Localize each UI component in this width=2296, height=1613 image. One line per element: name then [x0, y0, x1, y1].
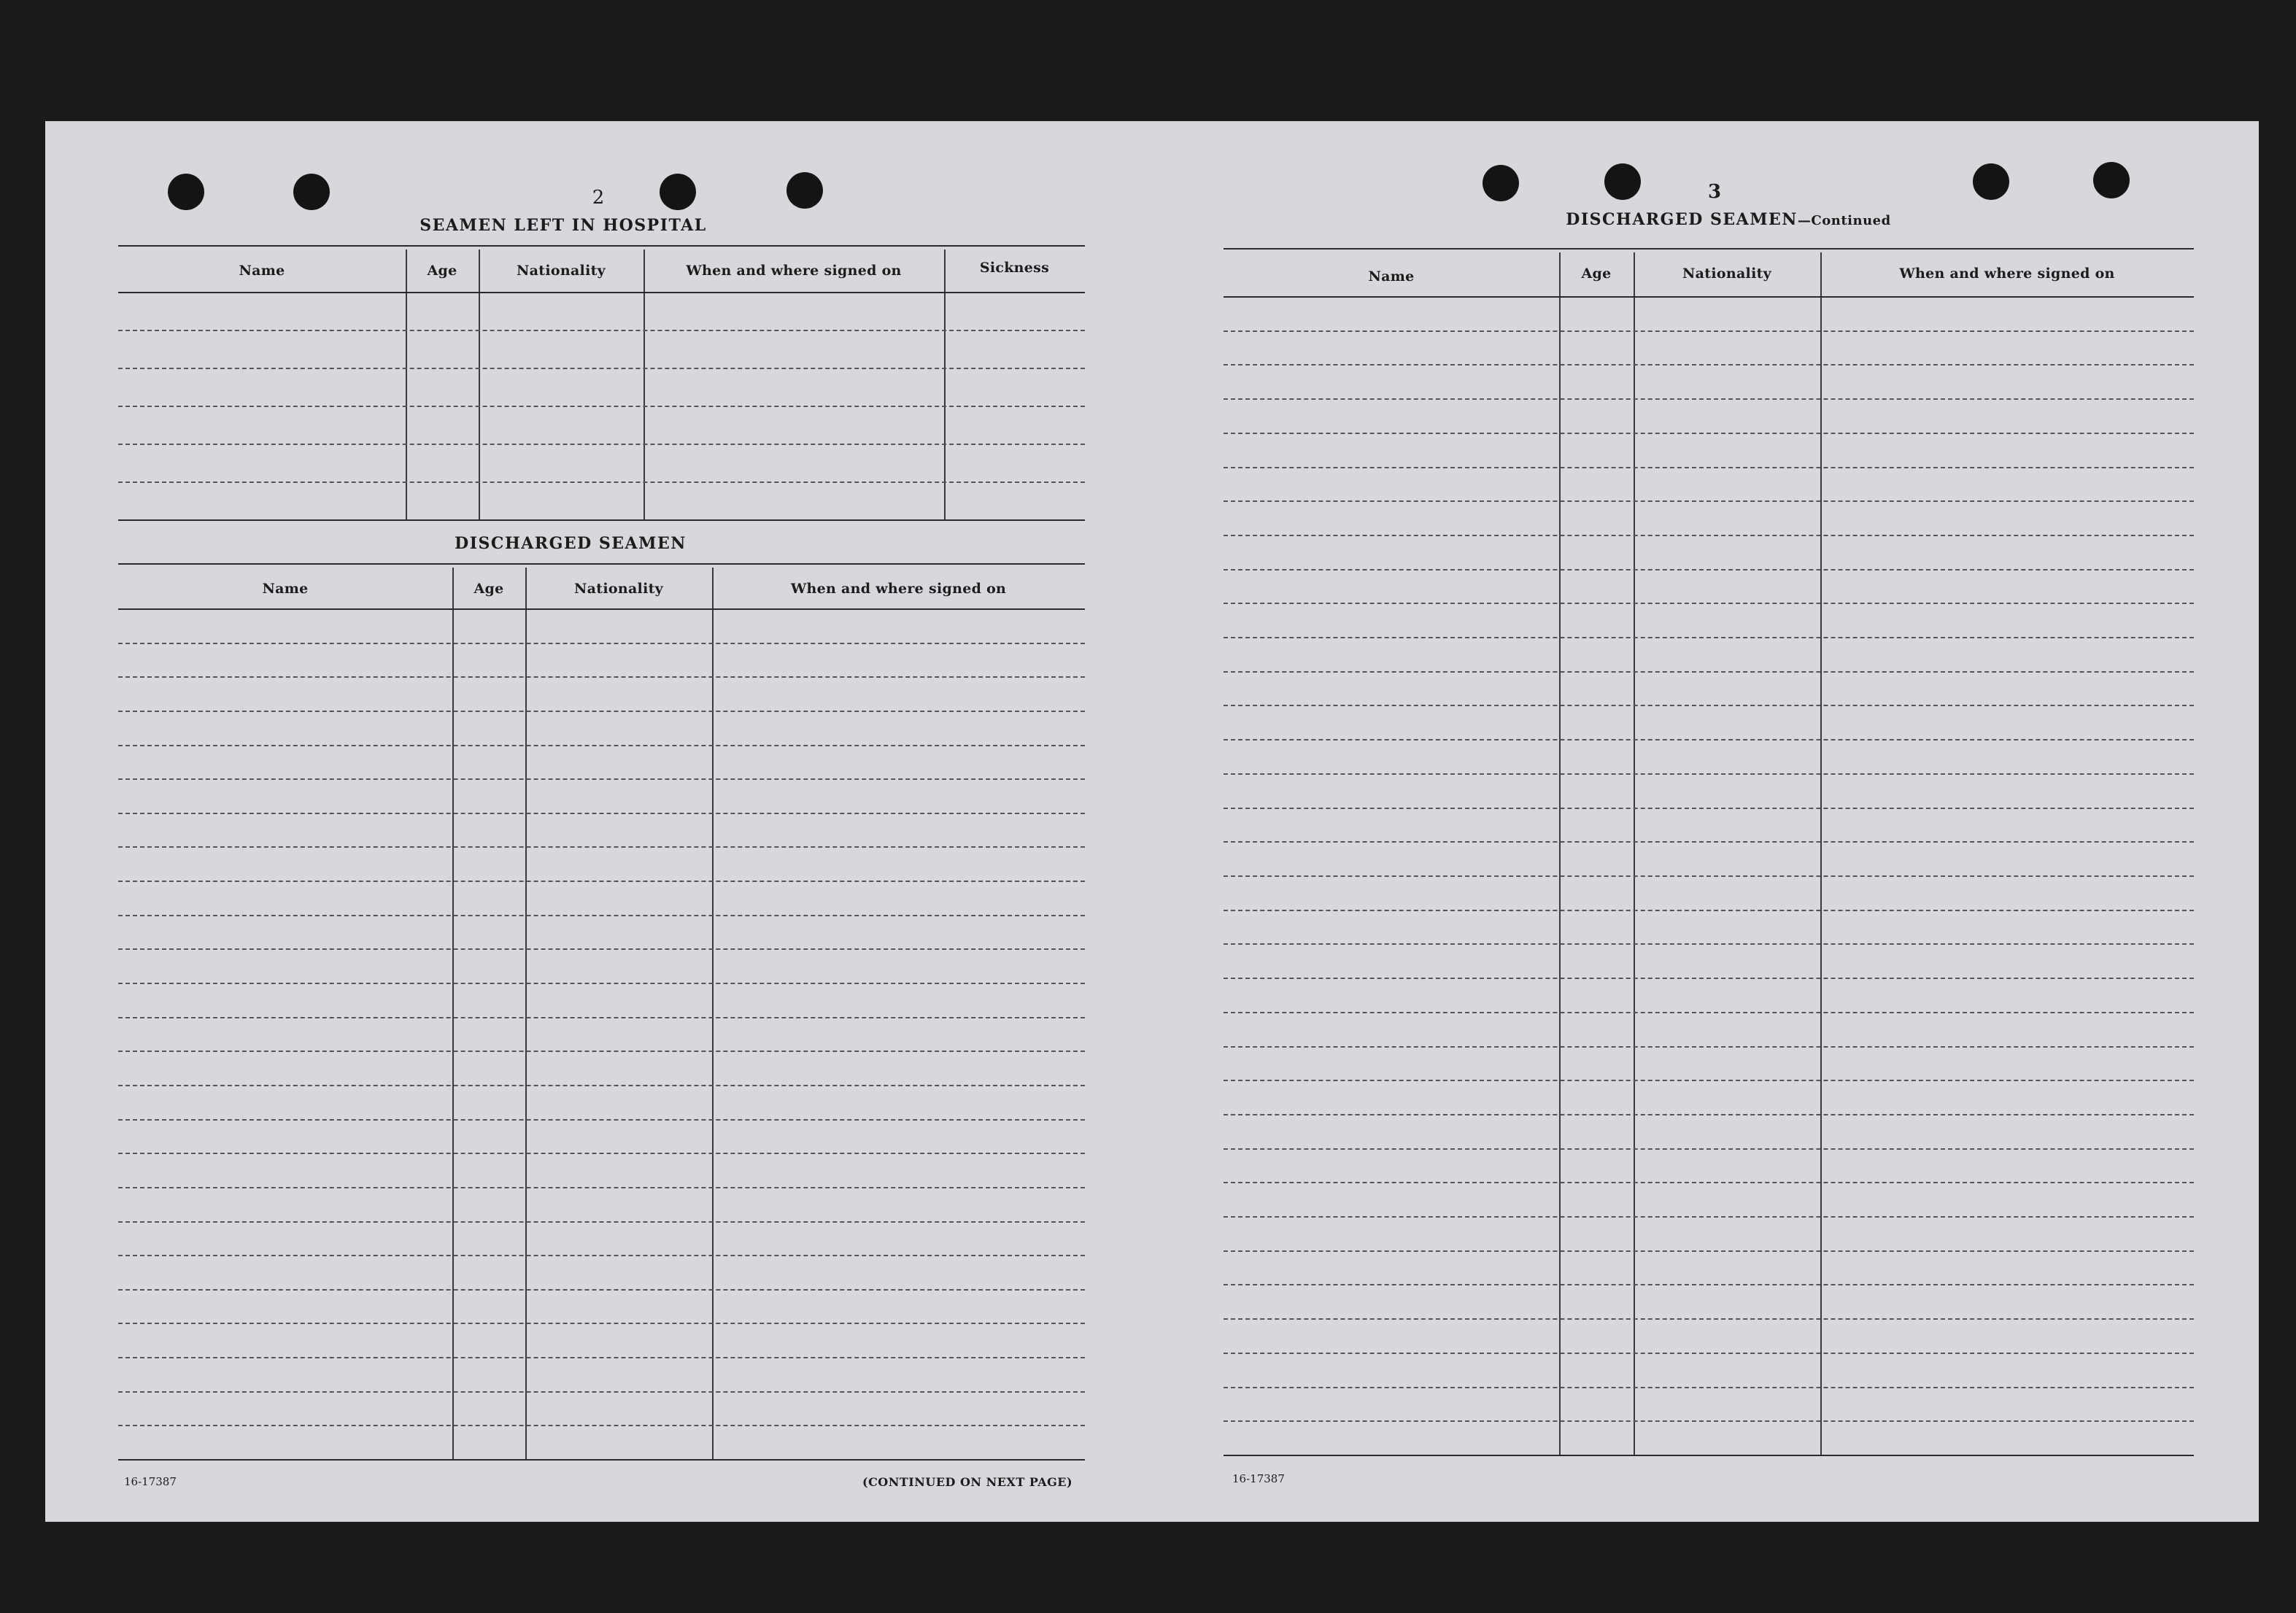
blank-entry-row-line: [118, 1051, 1085, 1052]
blank-entry-row-line: [1224, 1046, 2194, 1048]
form-code: 16-17387: [124, 1475, 177, 1488]
blank-entry-row-line: [1224, 1216, 2194, 1218]
blank-entry-row-line: [118, 915, 1085, 916]
header-underline: [118, 292, 1085, 293]
column-divider: [712, 568, 714, 1459]
column-divider: [525, 568, 527, 1459]
blank-entry-row-line: [1224, 943, 2194, 945]
page-number: 2: [592, 187, 605, 209]
column-header-nationality: Nationality: [516, 263, 606, 279]
blank-entry-row-line: [1224, 1012, 2194, 1013]
blank-entry-row-line: [1224, 330, 2194, 332]
blank-entry-row-line: [1224, 773, 2194, 775]
blank-entry-row-line: [1224, 467, 2194, 468]
blank-entry-row-line: [118, 1323, 1085, 1324]
binder-hole: [168, 174, 204, 210]
blank-entry-row-line: [118, 1255, 1085, 1256]
blank-entry-row-line: [1224, 433, 2194, 434]
right-page: [1152, 121, 2259, 1522]
table-top-rule: [118, 245, 1085, 247]
column-header-age: Age: [427, 263, 457, 279]
blank-entry-row-line: [1224, 841, 2194, 843]
blank-entry-row-line: [1224, 1250, 2194, 1252]
column-header-signed-on: When and where signed on: [686, 263, 902, 279]
blank-entry-row-line: [1224, 1420, 2194, 1422]
blank-entry-row-line: [118, 1119, 1085, 1121]
blank-entry-row-line: [1224, 603, 2194, 604]
blank-entry-row-line: [1224, 978, 2194, 979]
blank-entry-row-line: [1224, 808, 2194, 809]
column-header-sickness: Sickness: [979, 260, 1050, 276]
column-header-nationality: Nationality: [1682, 266, 1772, 282]
binder-hole: [293, 174, 330, 210]
blank-entry-row-line: [1224, 1318, 2194, 1320]
column-divider: [406, 250, 407, 519]
column-header-signed-on: When and where signed on: [790, 581, 1007, 597]
blank-entry-row-line: [118, 881, 1085, 882]
blank-entry-row-line: [1224, 500, 2194, 502]
blank-entry-row-line: [118, 676, 1085, 678]
table-bottom-rule: [118, 1459, 1085, 1461]
discharged-table: [118, 568, 1085, 1459]
blank-entry-row-line: [1224, 1353, 2194, 1354]
blank-entry-row-line: [118, 481, 1085, 483]
discharged-section-title: DISCHARGED SEAMEN: [455, 534, 687, 553]
hospital-table: [118, 250, 1085, 519]
blank-entry-row-line: [118, 406, 1085, 407]
discharged-continued-title: [1553, 210, 1903, 229]
blank-entry-row-line: [118, 330, 1085, 331]
left-page: [45, 121, 1152, 1522]
blank-entry-row-line: [118, 368, 1085, 369]
blank-entry-row-line: [1224, 398, 2194, 400]
blank-entry-row-line: [1224, 1387, 2194, 1388]
column-header-name: Name: [1368, 268, 1415, 285]
blank-entry-row-line: [1224, 1182, 2194, 1183]
continued-note: (CONTINUED ON NEXT PAGE): [862, 1475, 1073, 1489]
blank-entry-row-line: [118, 643, 1085, 644]
blank-entry-row-line: [118, 813, 1085, 814]
column-header-age: Age: [473, 581, 504, 597]
column-header-nationality: Nationality: [573, 581, 664, 597]
blank-entry-row-line: [118, 1153, 1085, 1154]
discharged-table-continued: [1224, 252, 2194, 1455]
blank-entry-row-line: [1224, 875, 2194, 877]
blank-entry-row-line: [118, 948, 1085, 950]
blank-entry-row-line: [118, 711, 1085, 712]
table-bottom-rule: [118, 519, 1085, 521]
binder-hole: [786, 172, 823, 209]
binder-hole: [1604, 163, 1641, 200]
blank-entry-row-line: [118, 1017, 1085, 1018]
blank-entry-row-line: [1224, 1284, 2194, 1285]
binder-hole: [2093, 162, 2130, 198]
blank-entry-row-line: [1224, 1148, 2194, 1150]
table-top-rule: [118, 563, 1085, 565]
blank-entry-row-line: [118, 1357, 1085, 1358]
blank-entry-row-line: [118, 1391, 1085, 1393]
binder-hole: [1973, 163, 2009, 200]
blank-entry-row-line: [1224, 705, 2194, 706]
blank-entry-row-line: [1224, 739, 2194, 740]
blank-entry-row-line: [1224, 637, 2194, 638]
blank-entry-row-line: [118, 983, 1085, 984]
section-title-text: DISCHARGED SEAMEN: [1566, 210, 1798, 229]
blank-entry-row-line: [1224, 671, 2194, 673]
blank-entry-row-line: [1224, 1080, 2194, 1081]
column-header-name: Name: [239, 263, 285, 279]
blank-entry-row-line: [118, 1425, 1085, 1426]
header-underline: [1224, 296, 2194, 298]
blank-entry-row-line: [118, 1221, 1085, 1223]
column-divider: [479, 250, 480, 519]
column-divider: [944, 250, 946, 519]
column-divider: [452, 568, 454, 1459]
blank-entry-row-line: [1224, 1114, 2194, 1115]
binder-hole: [660, 174, 696, 210]
column-header-age: Age: [1581, 266, 1612, 282]
section-title-suffix: —Continued: [1797, 213, 1891, 228]
column-header-name: Name: [262, 581, 309, 597]
blank-entry-row-line: [118, 846, 1085, 848]
form-sheet: [45, 121, 2259, 1522]
blank-entry-row-line: [118, 1085, 1085, 1086]
column-divider: [643, 250, 645, 519]
hospital-section-title: SEAMEN LEFT IN HOSPITAL: [420, 216, 707, 235]
binder-hole: [1483, 165, 1519, 201]
blank-entry-row-line: [118, 1289, 1085, 1291]
page-number: 3: [1707, 181, 1722, 203]
blank-entry-row-line: [118, 745, 1085, 746]
blank-entry-row-line: [1224, 364, 2194, 365]
blank-entry-row-line: [1224, 569, 2194, 570]
blank-entry-row-line: [118, 1187, 1085, 1188]
blank-entry-row-line: [1224, 910, 2194, 911]
blank-entry-row-line: [1224, 535, 2194, 536]
blank-entry-row-line: [118, 444, 1085, 445]
header-underline: [118, 608, 1085, 610]
blank-entry-row-line: [118, 778, 1085, 780]
table-top-rule: [1224, 248, 2194, 250]
form-code: 16-17387: [1232, 1472, 1285, 1485]
column-header-signed-on: When and where signed on: [1899, 266, 2115, 282]
table-bottom-rule: [1224, 1455, 2194, 1456]
